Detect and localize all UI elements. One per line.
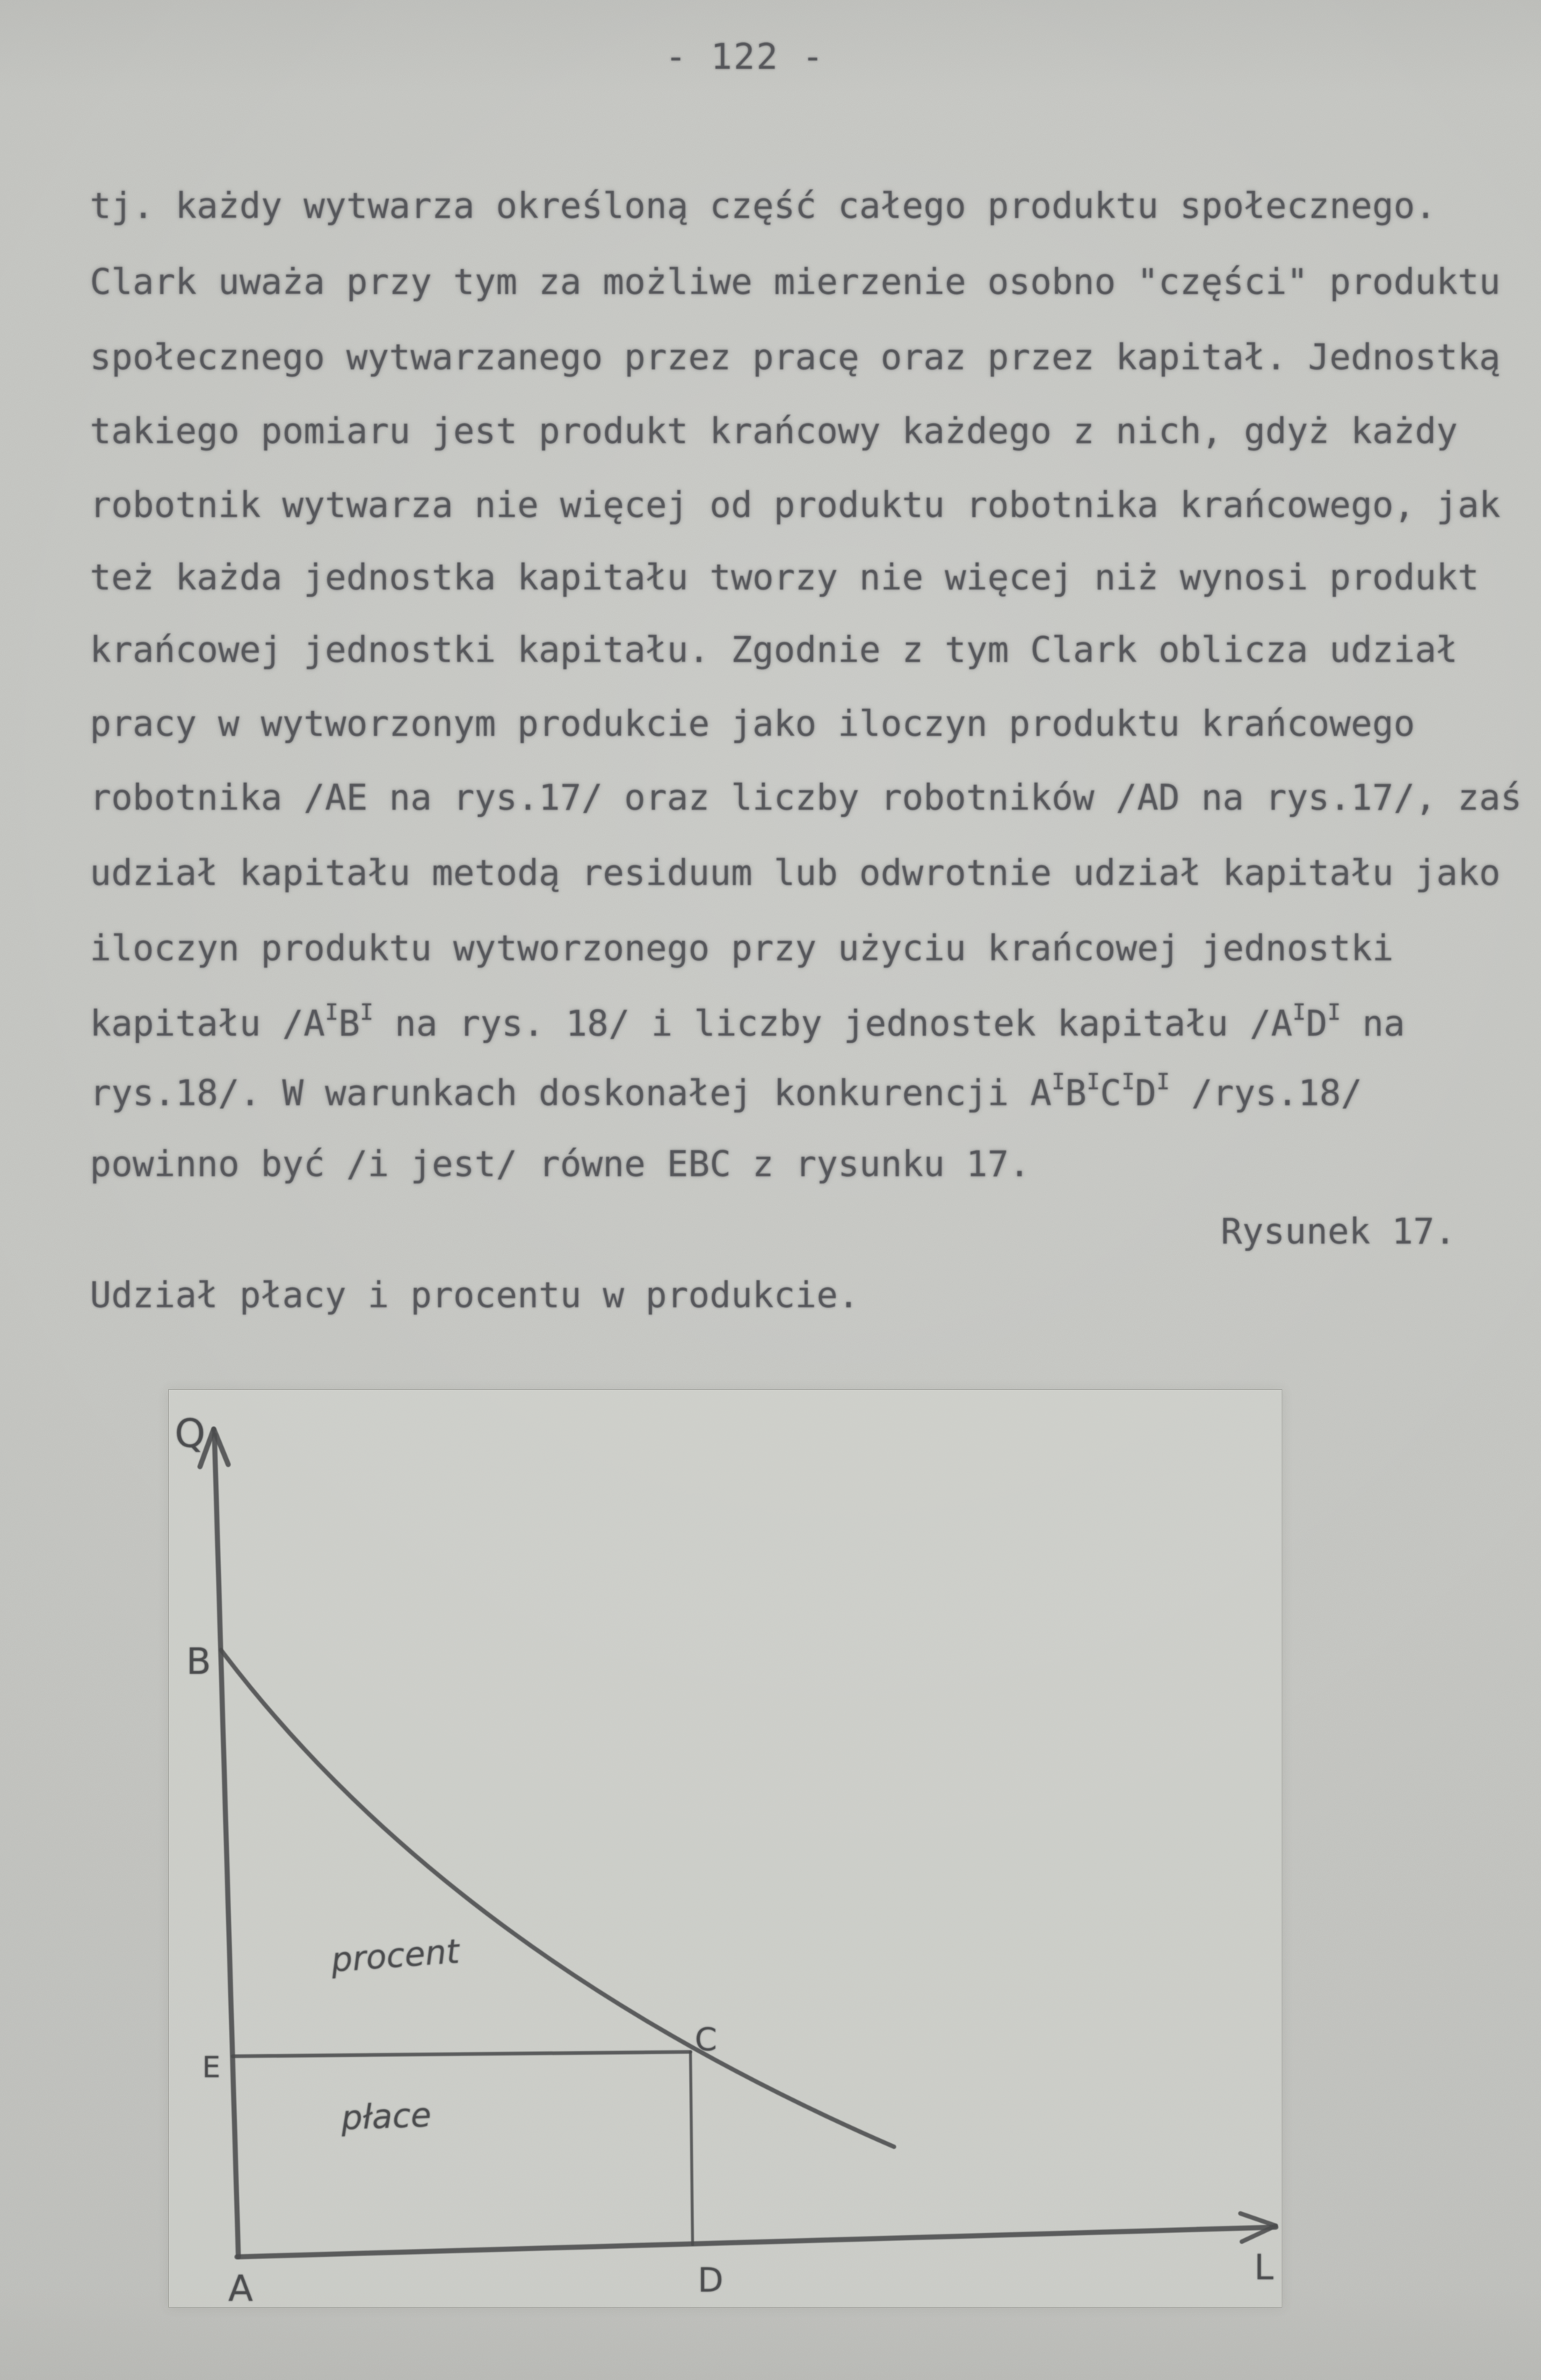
text-line-11: iloczyn produktu wytworzonego przy użyciu krańcowej jednostki bbox=[90, 928, 1394, 969]
marginal-product-curve-B-C bbox=[221, 1650, 894, 2147]
text-line-10: udział kapitału metodą residuum lub odwrotnie udział kapitału jako bbox=[90, 852, 1501, 894]
text-line-7: krańcowej jednostki kapitału. Zgodnie z tym Clark oblicza udział bbox=[90, 629, 1458, 671]
text-line-9: robotnika /AE na rys.17/ oraz liczby robotników /AD na rys.17/, zaś bbox=[90, 777, 1522, 818]
text-line-2: Clark uważa przy tym za możliwe mierzenie osobno "części" produktu bbox=[90, 261, 1501, 303]
text-line-12: kapitału $/A^IB^I$ na rys. 18/ i liczby jednostek kapitału $/A^ID^I$ na bbox=[90, 1000, 1406, 1044]
region-label-place: płace bbox=[341, 2095, 433, 2138]
text-line-3: społecznego wytwarzanego przez pracę oraz przez kapitał. Jednostką bbox=[90, 337, 1501, 378]
text-line-8: pracy w wytworzonym produkcie jako iloczyn produktu krańcowego bbox=[90, 703, 1416, 745]
text-line-14: powinno być /i jest/ równe EBC z rysunku 17. bbox=[90, 1144, 1031, 1185]
page-number: - 122 - bbox=[665, 36, 825, 77]
point-label-a: A bbox=[228, 2268, 254, 2310]
point-label-e: E bbox=[202, 2051, 221, 2084]
point-label-b: B bbox=[186, 1641, 212, 1683]
point-label-c: C bbox=[695, 2021, 717, 2058]
text-line-4: takiego pomiaru jest produkt krańcowy każdego z nich, gdyż każdy bbox=[90, 411, 1458, 452]
wage-line-E-C bbox=[233, 2052, 690, 2056]
point-label-d: D bbox=[698, 2260, 724, 2300]
vertical-line-C-D bbox=[690, 2052, 693, 2245]
x-axis-arrowhead-top-stroke bbox=[1240, 2213, 1276, 2226]
figure-number: Rysunek 17. bbox=[1221, 1211, 1456, 1252]
region-label-procent: procent bbox=[330, 1931, 461, 1980]
figure-sheet bbox=[168, 1389, 1282, 2308]
body-text bbox=[90, 0, 1532, 1231]
axis-label-q: Q bbox=[175, 1411, 206, 1457]
text-line-13: rys.18/. W warunkach doskonałej konkurencji $A^IB^IC^ID^I$ /rys.18/ bbox=[90, 1069, 1363, 1114]
text-line-5: robotnik wytwarza nie więcej od produktu robotnika krańcowego, jak bbox=[90, 485, 1501, 526]
text-line-1: tj. każdy wytwarza określoną część całego produktu społecznego. bbox=[90, 185, 1437, 227]
text-line-6: też każda jednostka kapitału tworzy nie więcej niż wynosi produkt bbox=[90, 557, 1479, 598]
x-axis bbox=[237, 2227, 1276, 2257]
axis-label-l: L bbox=[1254, 2247, 1274, 2288]
y-axis bbox=[214, 1435, 238, 2257]
figure-drawing bbox=[169, 1390, 1282, 2310]
figure-caption: Udział płacy i procentu w produkcie. bbox=[90, 1275, 860, 1316]
